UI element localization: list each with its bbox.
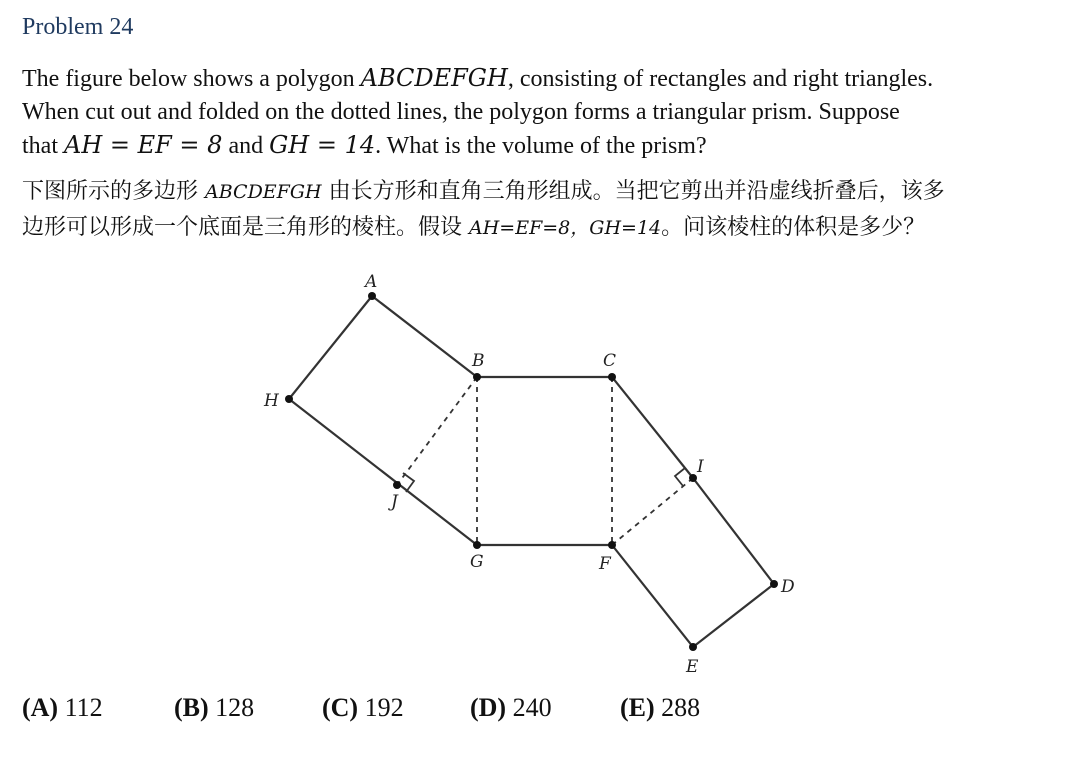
edge-ah <box>289 296 372 399</box>
edge-ci <box>612 377 693 478</box>
choice-a[interactable] <box>22 693 103 723</box>
vertex-g <box>473 541 481 549</box>
vertex-h <box>285 395 293 403</box>
vertex-b <box>473 373 481 381</box>
choice-letter: (C) <box>322 693 359 722</box>
choice-b[interactable] <box>174 693 254 723</box>
label-b: B <box>472 351 485 371</box>
label-f: F <box>599 554 611 574</box>
choice-e[interactable] <box>620 693 700 723</box>
statement-line-2: When cut out and folded on the dotted lines, the polygon forms a triangular prism. Suppose <box>22 99 900 125</box>
choice-d[interactable] <box>470 693 552 723</box>
label-g: G <box>470 552 484 572</box>
edge-id <box>693 478 774 584</box>
choice-value: 128 <box>215 693 255 722</box>
choice-letter: (A) <box>22 693 59 722</box>
choice-value: 288 <box>661 693 701 722</box>
vertex-a <box>368 292 376 300</box>
label-j: J <box>391 492 398 512</box>
text-segment: . What is the volume of the prism? <box>375 133 707 159</box>
text-segment: The figure below shows a polygon <box>22 66 361 92</box>
text-segment: that <box>22 133 64 159</box>
choice-value: 240 <box>512 693 552 722</box>
text-segment: 由长方形和直角三角形组成。当把它剪出并沿虚线折叠后，该多 <box>321 179 945 204</box>
fold-bj <box>397 377 477 485</box>
equation-ah-ef: AH = EF = 8 <box>64 131 223 159</box>
text-segment: , consisting of rectangles and right triangles. <box>507 66 934 92</box>
choice-c[interactable] <box>322 693 404 723</box>
problem-title: Problem 24 <box>22 14 134 40</box>
label-e: E <box>686 657 699 677</box>
fold-fi <box>612 478 693 545</box>
text-segment: 下图所示的多边形 <box>22 179 205 204</box>
vertex-c <box>608 373 616 381</box>
vertex-f <box>608 541 616 549</box>
fold-lines <box>397 377 693 545</box>
edge-ef <box>612 545 693 647</box>
text-segment: 。问该棱柱的体积是多少？ <box>661 215 926 240</box>
polygon-name: ABCDEFGH <box>205 181 322 203</box>
vertex-d <box>770 580 778 588</box>
choice-letter: (B) <box>174 693 209 722</box>
text-segment: and <box>222 133 270 159</box>
text-segment: 边形可以形成一个底面是三角形的棱柱。假设 <box>22 215 469 240</box>
right-angle-mark-i <box>675 468 685 486</box>
equation: AH=EF=8，GH=14 <box>469 217 662 239</box>
edge-de <box>693 584 774 647</box>
label-a: A <box>365 272 378 292</box>
label-c: C <box>603 351 617 371</box>
vertex-i <box>689 474 697 482</box>
label-i: I <box>697 457 704 477</box>
vertex-e <box>689 643 697 651</box>
edge-hg <box>289 399 477 545</box>
label-d: D <box>781 577 795 597</box>
choice-letter: (D) <box>470 693 507 722</box>
choice-letter: (E) <box>620 693 655 722</box>
vertex-j <box>393 481 401 489</box>
choice-value: 192 <box>364 693 404 722</box>
vertex-points <box>285 292 778 651</box>
polygon-name: ABCDEFGH <box>360 64 508 92</box>
choice-value: 112 <box>64 693 103 722</box>
label-h: H <box>264 391 279 411</box>
equation-gh: GH = 14 <box>269 131 376 159</box>
edge-ab <box>372 296 477 377</box>
